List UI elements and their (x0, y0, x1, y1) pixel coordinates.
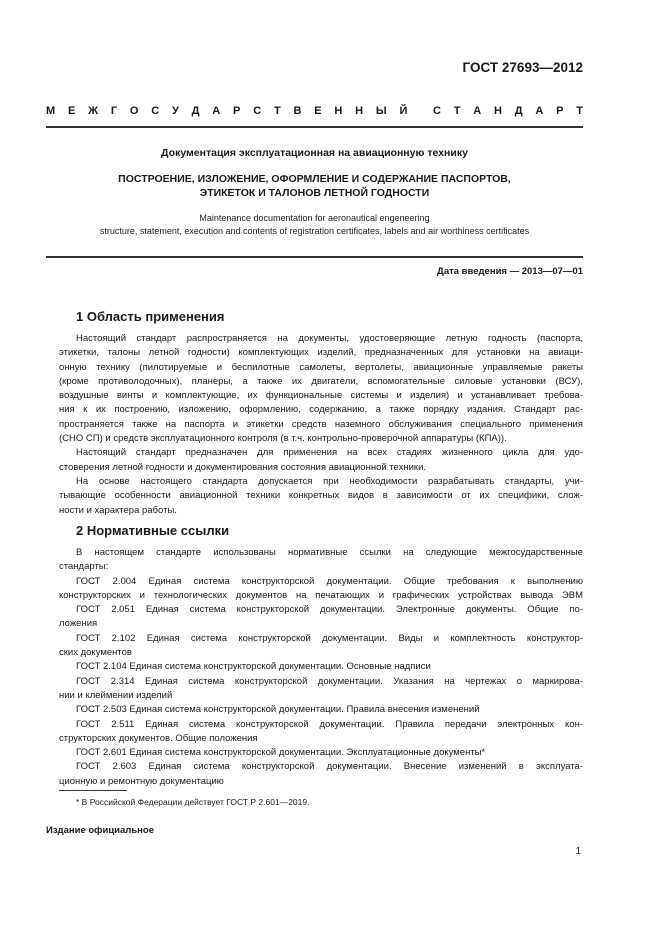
text-line: ГОСТ 2.102 Единая система конструкторской документации. Виды и комплектность конструктор- (76, 632, 583, 644)
english-title-line: structure, statement, execution and contents of registration certificates, labels and air worthiness certificates (99, 226, 530, 236)
title-divider (46, 256, 583, 258)
text-line: ности и характера работы. (59, 504, 177, 516)
text-line: конструкторских и технологических документов на печатающих и графических устройствах вывода ЭВМ (59, 589, 583, 601)
standard-type-letter: С (253, 105, 262, 117)
document-title-english (46, 212, 583, 238)
standard-type-letter: Ы (375, 105, 387, 117)
text-line: Настоящий стандарт предназначен для применения на всех стадиях жизненного цикла для удо- (76, 447, 583, 459)
text-line: стандарты: (59, 561, 109, 573)
section-heading-normative-references: 2 Нормативные ссылки (76, 523, 230, 538)
standard-type-letter: О (129, 105, 139, 117)
standard-type-letter: В (293, 105, 302, 117)
standard-type-letter: У (172, 105, 179, 117)
standard-type-letter: С (432, 105, 441, 117)
official-edition-label: Издание официальное (46, 825, 154, 836)
standard-type-letter: Н (355, 105, 364, 117)
standard-type-letter: С (151, 105, 160, 117)
text-line: ГОСТ 2.511 Единая система конструкторской документации. Правила передачи электронных кон- (76, 718, 583, 730)
text-line: воздушные винты и комплектующие, их функциональные системы и изделия) и устанавливает требова- (59, 390, 583, 402)
text-line: (СНО СП) и средств эксплуатационного контроля (в т.ч. контрольно-проверочной аппаратуры (КПА)). (59, 433, 507, 445)
text-line: ГОСТ 2.051 Единая система конструкторской документации. Электронные документы. Общие по- (76, 604, 583, 616)
standard-type-letter: Е (314, 105, 322, 117)
text-line: ГОСТ 2.503 Единая система конструкторской документации. Правила внесения изменений (76, 704, 480, 716)
standard-type-letter: Д (191, 105, 200, 117)
standard-type-letter: Е (67, 105, 76, 117)
standard-type-letter: А (535, 105, 544, 117)
section-body-scope (59, 332, 583, 518)
standard-type-letter: Г (110, 105, 118, 117)
text-line: ГОСТ 2.314 Единая система конструкторской документации. Указания на чертежах о маркирова- (76, 675, 583, 687)
text-line: пространяется также на паспорта и этикетки средств наземного обслуживания специального применения (59, 418, 583, 430)
text-line: ГОСТ 2.603 Единая система конструкторской документации. Внесение изменений в эксплуата- (76, 761, 583, 773)
standard-type-letter: А (473, 105, 482, 117)
text-line: На основе настоящего стандарта допускается при необходимости разрабатывать стандарты, учи- (76, 475, 583, 487)
text-line: ния к их построению, изложению, оформлению, содержанию, а также порядку издания. Стандарт рас- (59, 404, 583, 416)
text-line: ложения (59, 618, 98, 630)
standard-code: ГОСТ 27693—2012 (462, 60, 583, 75)
standard-type-letter: Н (334, 105, 343, 117)
document-subtitle: Документация эксплуатационная на авиационную технику (161, 147, 468, 159)
standard-type-letter: Т (273, 105, 281, 117)
text-line: Настоящий стандарт распространяется на документы, удостоверяющие летную годность (паспорта, (76, 333, 583, 344)
text-line: этикетки, талоны летной годности) комплектующих изделий, предназначенных для установки на авиаци- (59, 347, 583, 359)
standard-type-letter: Р (556, 105, 564, 117)
text-line: ских документов (59, 647, 132, 659)
standard-type-letter: А (212, 105, 221, 117)
standard-type-letter: Й (399, 105, 408, 117)
text-line: нии и клеймении изделий (59, 689, 173, 701)
document-title (46, 172, 583, 200)
text-line: ционную и ремонтную документацию (59, 775, 224, 787)
standard-type-letter: Т (576, 105, 583, 117)
text-line: стоверения летной годности и документирования состояния авиационной техники. (59, 461, 427, 473)
header-divider (46, 126, 583, 128)
text-line: ГОСТ 2.004 Единая система конструкторской документации. Общие требования к выполнению (76, 575, 583, 587)
standard-type-letter: Р (233, 105, 241, 117)
standard-type-letter: Т (453, 105, 461, 117)
section-body-normative-references (59, 546, 583, 789)
standard-type-heading (46, 105, 583, 117)
footnote-divider (59, 790, 127, 791)
standard-type-letter: Ж (88, 105, 99, 117)
standard-type-letter: Д (514, 105, 523, 117)
text-line: структорских документов. Общие положения (59, 732, 258, 744)
text-line: В настоящем стандарте использованы нормативные ссылки на следующие межгосударственные (76, 547, 583, 558)
section-heading-scope: 1 Область применения (76, 309, 225, 324)
standard-type-letter: М (46, 105, 56, 117)
document-title-line: ЭТИКЕТОК И ТАЛОНОВ ЛЕТНОЙ ГОДНОСТИ (199, 187, 430, 199)
introduction-date: Дата введения — 2013—07—01 (437, 266, 583, 277)
standard-type-letter: Н (493, 105, 502, 117)
page-number: 1 (575, 846, 581, 857)
english-title-line: Maintenance documentation for aeronautical engeneering (199, 213, 430, 223)
text-line: ГОСТ 2.601 Единая система конструкторской документации. Эксплуатационные документы* (76, 747, 486, 759)
text-line: тывающие особенности авиационной техники конкретных видов в зависимости от их специфики, слож- (59, 490, 583, 502)
text-line: онную технику (пилотируемые и беспилотные самолеты, вертолеты, авиационные управляемые ракеты (59, 361, 583, 373)
text-line: ГОСТ 2.104 Единая система конструкторской документации. Основные надписи (76, 661, 431, 673)
document-title-line: ПОСТРОЕНИЕ, ИЗЛОЖЕНИЕ, ОФОРМЛЕНИЕ И СОДЕРЖАНИЕ ПАСПОРТОВ, (118, 173, 511, 185)
text-line: (кроме противолодочных), планеры, а также их двигатели, вспомогательные силовые установки (ВСУ), (59, 375, 583, 387)
footnote: * В Российской Федерации действует ГОСТ Р 2.601—2019. (76, 797, 310, 807)
